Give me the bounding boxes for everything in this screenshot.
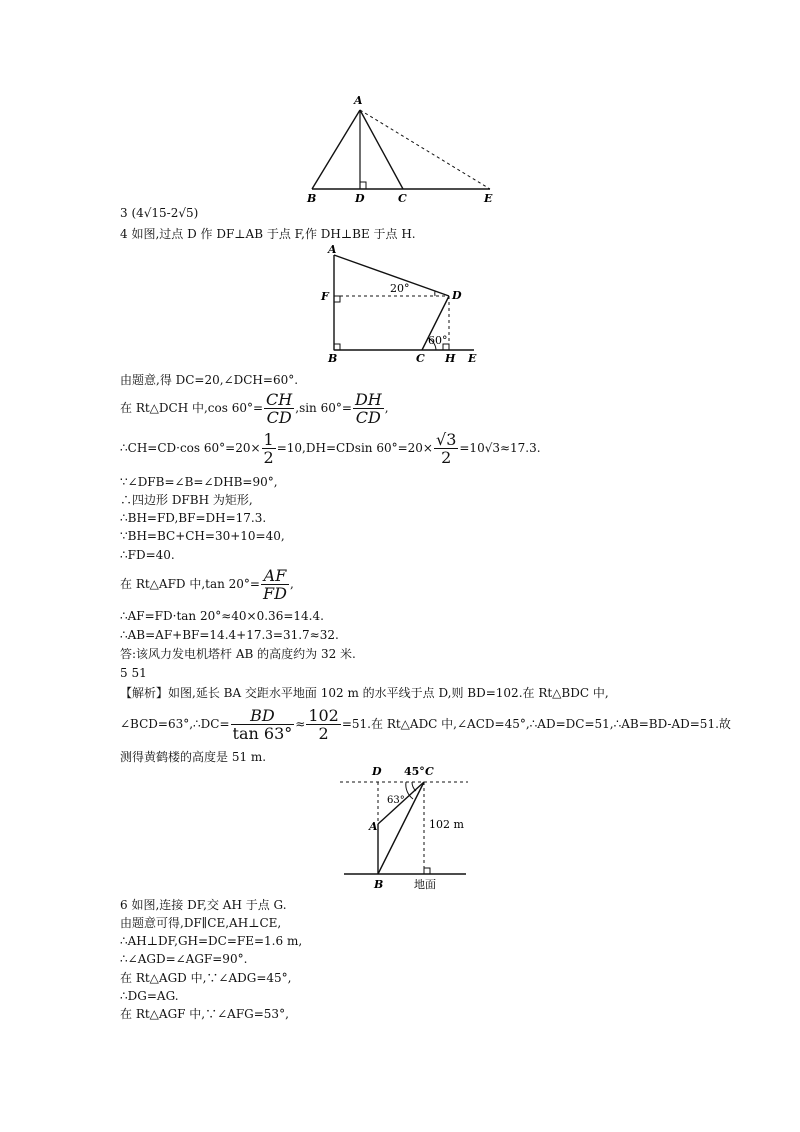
text-segment: ∠BCD=63°,∴DC= bbox=[120, 717, 230, 731]
fraction-den: 2 bbox=[441, 448, 452, 467]
fraction-bd-tan63 bbox=[231, 707, 295, 742]
label-a: A bbox=[354, 94, 363, 107]
text-segment: =10√3≈17.3. bbox=[459, 441, 541, 455]
rt-agd-line: 在 Rt△AGD 中,∵∠ADG=45°, bbox=[120, 971, 292, 985]
text-segment: 在 Rt△DCH 中,cos 60°= bbox=[120, 401, 264, 415]
text-segment: ≈ bbox=[295, 717, 306, 731]
fraction-num: DH bbox=[354, 390, 382, 409]
label-b: B bbox=[374, 878, 384, 891]
angle-agd-line: ∴∠AGD=∠AGF=90°. bbox=[120, 952, 248, 966]
angle-45-label: 45° bbox=[404, 765, 425, 778]
right-angle-mark-b bbox=[334, 344, 340, 350]
angle-63-label: 63° bbox=[387, 795, 405, 806]
ch-dh-computation bbox=[120, 430, 541, 466]
text-segment: ,sin 60°= bbox=[295, 401, 352, 415]
height-label: 102 m bbox=[429, 818, 464, 831]
segment-ae-dashed bbox=[360, 110, 490, 189]
label-d: D bbox=[452, 289, 462, 302]
fraction-half bbox=[262, 431, 276, 466]
label-c: C bbox=[398, 192, 407, 205]
fraction-den: CD bbox=[355, 408, 381, 427]
fraction-ch-cd bbox=[264, 391, 294, 426]
label-c: C bbox=[416, 352, 425, 365]
fraction-num: √3 bbox=[436, 430, 457, 449]
analysis-line: 【解析】如图,延长 BA 交距水平地面 102 m 的水平线于点 D,则 BD=102.在 Rt△BDC 中, bbox=[120, 686, 609, 700]
rectangle-line: ∴四边形 DFBH 为矩形, bbox=[120, 493, 253, 507]
answer-6-intro: 6 如图,连接 DF,交 AH 于点 G. bbox=[120, 898, 287, 912]
text-segment: ∴CH=CD·cos 60°=20× bbox=[120, 441, 261, 455]
text-segment: =10,DH=CDsin 60°=20× bbox=[276, 441, 433, 455]
conclusion-5: 测得黄鹤楼的高度是 51 m. bbox=[120, 750, 267, 764]
fraction-den: 2 bbox=[263, 448, 274, 467]
answer-5: 5 51 bbox=[120, 666, 147, 680]
fraction-af-fd bbox=[261, 567, 289, 602]
right-angle-mark-f bbox=[334, 296, 340, 302]
fraction-den: 2 bbox=[318, 724, 329, 743]
segment-ac bbox=[360, 110, 403, 189]
fraction-dh-cd bbox=[353, 391, 384, 426]
fd-line: ∴FD=40. bbox=[120, 548, 175, 562]
perpendicular-line: ∴AH⊥DF,GH=DC=FE=1.6 m, bbox=[120, 934, 303, 948]
figure-yellow-crane-tower bbox=[340, 762, 470, 894]
bh-fd-line: ∴BH=FD,BF=DH=17.3. bbox=[120, 511, 267, 525]
given-line: 由题意,得 DC=20,∠DCH=60°. bbox=[120, 373, 299, 387]
fraction-102-2 bbox=[306, 707, 341, 742]
label-c: C bbox=[425, 765, 434, 778]
label-f: F bbox=[321, 290, 329, 303]
answer-4-intro: 4 如图,过点 D 作 DF⊥AB 于点 F,作 DH⊥BE 于点 H. bbox=[120, 227, 416, 241]
label-a: A bbox=[369, 820, 378, 833]
right-angle-mark bbox=[360, 182, 366, 189]
label-e: E bbox=[484, 192, 493, 205]
text-segment: 在 Rt△AFD 中,tan 20°= bbox=[120, 577, 260, 591]
fraction-den: FD bbox=[263, 584, 287, 603]
rt-agf-line: 在 Rt△AGF 中,∵∠AFG=53°, bbox=[120, 1007, 289, 1021]
right-angles-line: ∵∠DFB=∠B=∠DHB=90°, bbox=[120, 475, 278, 489]
ground-label: 地面 bbox=[414, 878, 436, 891]
label-e: E bbox=[468, 352, 477, 365]
text-segment: =51.在 Rt△ADC 中,∠ACD=45°,∴AD=DC=51,∴AB=BD-AD=51.故 bbox=[341, 717, 731, 731]
fraction-den: tan 63° bbox=[232, 724, 293, 743]
fraction-den: CD bbox=[266, 408, 292, 427]
angle-20-label: 20° bbox=[390, 282, 410, 295]
parallel-line: 由题意可得,DF∥CE,AH⊥CE, bbox=[120, 916, 282, 930]
segment-ab bbox=[312, 110, 360, 189]
dg-ag-line: ∴DG=AG. bbox=[120, 989, 179, 1003]
label-a: A bbox=[328, 244, 337, 256]
af-line: ∴AF=FD·tan 20°≈40×0.36=14.4. bbox=[120, 609, 324, 623]
answer-line: 答:该风力发电机塔杆 AB 的高度约为 32 米. bbox=[120, 647, 356, 661]
label-b: B bbox=[307, 192, 317, 205]
figure-triangle-abe bbox=[300, 92, 510, 207]
angle-60-label: 60° bbox=[428, 334, 448, 347]
text-segment: , bbox=[384, 401, 389, 415]
right-angle-mark bbox=[424, 868, 430, 874]
label-d: D bbox=[355, 192, 365, 205]
dc-computation bbox=[120, 704, 731, 744]
fraction-num: 102 bbox=[308, 706, 339, 725]
answer-3: 3 (4√15-2√5) bbox=[120, 206, 199, 220]
bh-sum-line: ∵BH=BC+CH=30+10=40, bbox=[120, 529, 285, 543]
fraction-sqrt3-half bbox=[434, 431, 458, 466]
fraction-num: AF bbox=[261, 567, 289, 585]
fraction-num: 1 bbox=[263, 430, 274, 449]
label-d: D bbox=[372, 765, 382, 778]
ab-line: ∴AB=AF+BF=14.4+17.3=31.7≈32. bbox=[120, 628, 339, 642]
label-b: B bbox=[328, 352, 338, 365]
fraction-num: BD bbox=[231, 707, 295, 725]
text-segment: , bbox=[289, 577, 294, 591]
cos-sin-line bbox=[120, 390, 389, 426]
label-h: H bbox=[445, 352, 456, 365]
figure-wind-turbine bbox=[318, 244, 486, 366]
fraction-num: CH bbox=[266, 390, 293, 409]
tan-line bbox=[120, 566, 294, 602]
